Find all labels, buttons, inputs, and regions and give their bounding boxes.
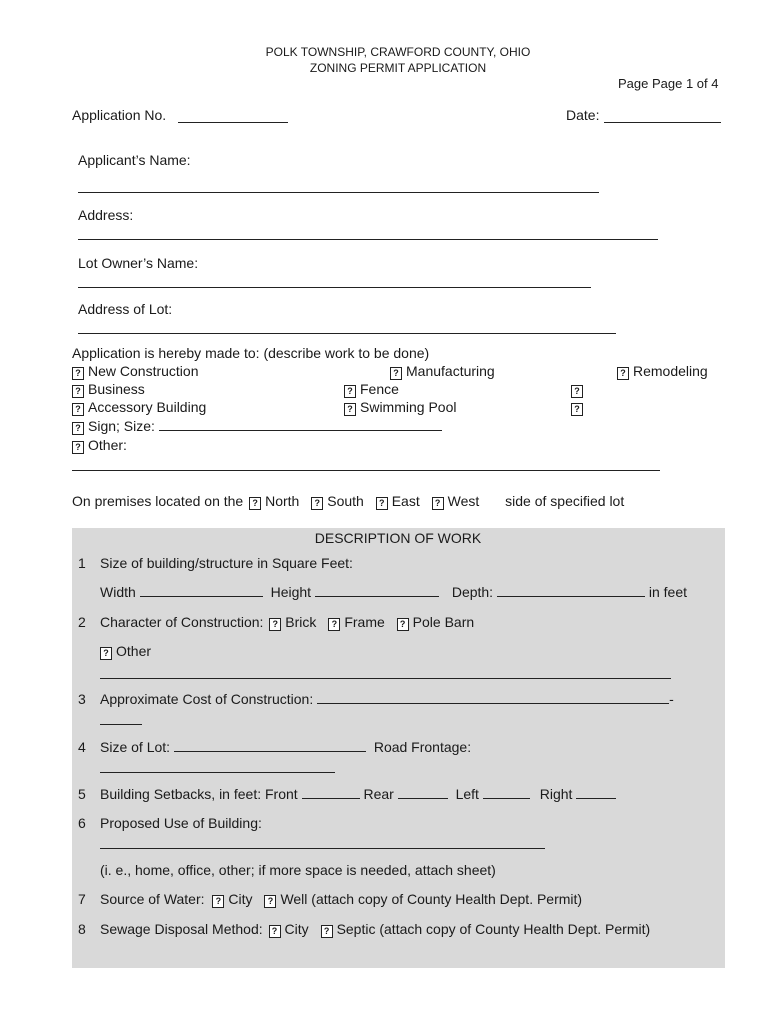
- sewage-city-label: City: [284, 921, 309, 937]
- construction-other-field[interactable]: [100, 678, 671, 679]
- lot-size-label: Size of Lot:: [100, 739, 171, 755]
- applicant-name-label: Applicant’s Name:: [78, 152, 191, 168]
- application-no-label: Application No.: [72, 107, 167, 123]
- option-remodeling[interactable]: [617, 363, 708, 380]
- checkbox-icon[interactable]: ?: [72, 385, 84, 398]
- item-number: 7: [78, 891, 86, 907]
- checkbox-icon[interactable]: ?: [344, 385, 356, 398]
- rear-label: Rear: [363, 786, 394, 802]
- cost-field-continued[interactable]: [100, 724, 142, 725]
- applicant-name-field[interactable]: [78, 192, 599, 193]
- proposed-use-note: (i. e., home, office, other; if more space is needed, attach sheet): [100, 862, 496, 878]
- option-label: Sign; Size:: [88, 418, 155, 434]
- width-field[interactable]: [140, 584, 263, 597]
- option-sign[interactable]: [72, 418, 442, 435]
- form-title-line1: POLK TOWNSHIP, CRAWFORD COUNTY, OHIO: [265, 45, 531, 59]
- size-label: Size of building/structure in Square Feet:: [100, 555, 353, 571]
- checkbox-icon[interactable]: ?: [72, 367, 84, 380]
- checkbox-icon[interactable]: ?: [571, 403, 583, 416]
- sewage-label: Sewage Disposal Method:: [100, 921, 263, 937]
- sewage-row: [100, 921, 650, 938]
- setbacks-row: [100, 786, 616, 802]
- construction-row: [100, 614, 474, 631]
- checkbox-icon[interactable]: ?: [571, 385, 583, 398]
- setbacks-label: Building Setbacks, in feet: Front: [100, 786, 298, 802]
- other-work-field[interactable]: [72, 470, 660, 471]
- option-label: Swimming Pool: [360, 399, 457, 415]
- east-label: East: [391, 493, 420, 509]
- option-label: Accessory Building: [88, 399, 207, 415]
- lot-owner-label: Lot Owner’s Name:: [78, 255, 199, 271]
- width-label: Width: [100, 584, 136, 600]
- proposed-use-field[interactable]: [100, 848, 545, 849]
- form-title-line2: ZONING PERMIT APPLICATION: [309, 61, 487, 75]
- checkbox-icon[interactable]: ?: [212, 895, 224, 908]
- checkbox-icon[interactable]: ?: [269, 925, 281, 938]
- checkbox-icon[interactable]: ?: [72, 422, 84, 435]
- depth-label: Depth:: [451, 584, 494, 600]
- left-field[interactable]: [483, 786, 530, 799]
- item-number: 2: [78, 614, 86, 630]
- checkbox-icon[interactable]: ?: [328, 618, 340, 631]
- rear-field[interactable]: [398, 786, 448, 799]
- checkbox-icon[interactable]: ?: [397, 618, 409, 631]
- checkbox-icon[interactable]: ?: [72, 441, 84, 454]
- west-label: West: [447, 493, 480, 509]
- checkbox-icon[interactable]: ?: [72, 403, 84, 416]
- height-field[interactable]: [315, 584, 439, 597]
- option-label: Manufacturing: [406, 363, 495, 379]
- item-number: 4: [78, 739, 86, 755]
- south-label: South: [327, 493, 364, 509]
- brick-label: Brick: [285, 614, 317, 630]
- sewage-septic-label: Septic (attach copy of County Health Dept. Permit): [336, 921, 651, 937]
- checkbox-icon[interactable]: ?: [617, 367, 629, 380]
- item-number: 6: [78, 815, 86, 831]
- option-label: Remodeling: [633, 363, 708, 379]
- dimensions-row: [100, 584, 687, 600]
- address-label: Address:: [78, 207, 134, 223]
- premises-prefix: On premises located on the: [72, 493, 244, 509]
- premises-row: [72, 493, 624, 510]
- work-intro: Application is hereby made to: (describe work to be done): [72, 345, 430, 361]
- depth-field[interactable]: [497, 584, 645, 597]
- checkbox-icon[interactable]: ?: [376, 497, 388, 510]
- right-field[interactable]: [576, 786, 616, 799]
- page-number: Page Page 1 of 4: [618, 76, 719, 91]
- option-blank-2[interactable]: [571, 399, 587, 416]
- option-business[interactable]: [72, 381, 145, 398]
- premises-suffix: side of specified lot: [505, 493, 625, 509]
- application-no-field[interactable]: [178, 122, 288, 123]
- option-manufacturing[interactable]: [390, 363, 495, 380]
- date-label: Date:: [566, 107, 600, 123]
- checkbox-icon[interactable]: ?: [249, 497, 261, 510]
- checkbox-icon[interactable]: ?: [100, 647, 112, 660]
- item-number: 8: [78, 921, 86, 937]
- cost-dash: -: [669, 691, 674, 707]
- option-blank-1[interactable]: [571, 381, 587, 398]
- option-label: Fence: [360, 381, 399, 397]
- cost-field[interactable]: [317, 691, 669, 704]
- north-label: North: [265, 493, 300, 509]
- checkbox-icon[interactable]: ?: [264, 895, 276, 908]
- water-well-label: Well (attach copy of County Health Dept. Permit): [280, 891, 583, 907]
- cost-label: Approximate Cost of Construction:: [100, 691, 314, 707]
- option-accessory-building[interactable]: [72, 399, 206, 416]
- checkbox-icon[interactable]: ?: [321, 925, 333, 938]
- road-frontage-label: Road Frontage:: [373, 739, 472, 755]
- item-number: 3: [78, 691, 86, 707]
- height-label: Height: [270, 584, 312, 600]
- option-other[interactable]: [72, 437, 127, 454]
- left-label: Left: [455, 786, 479, 802]
- option-label: Other:: [88, 437, 127, 453]
- front-field[interactable]: [302, 786, 360, 799]
- lot-size-field[interactable]: [174, 739, 366, 752]
- sign-size-field[interactable]: [159, 418, 442, 431]
- checkbox-icon[interactable]: ?: [344, 403, 356, 416]
- option-new-construction[interactable]: [72, 363, 199, 380]
- checkbox-icon[interactable]: ?: [432, 497, 444, 510]
- right-label: Right: [539, 786, 573, 802]
- water-row: [100, 891, 582, 908]
- option-label: Business: [88, 381, 145, 397]
- item-number: 5: [78, 786, 86, 802]
- road-frontage-field[interactable]: [100, 772, 335, 773]
- proposed-use-label: Proposed Use of Building:: [100, 815, 262, 831]
- cost-row: [100, 691, 674, 707]
- option-fence[interactable]: [344, 381, 399, 398]
- address-field[interactable]: [78, 239, 658, 240]
- checkbox-icon[interactable]: ?: [311, 497, 323, 510]
- lot-address-field[interactable]: [78, 333, 616, 334]
- lot-owner-field[interactable]: [78, 287, 591, 288]
- water-city-label: City: [228, 891, 253, 907]
- construction-label: Character of Construction:: [100, 614, 264, 630]
- frame-label: Frame: [344, 614, 385, 630]
- option-label: New Construction: [88, 363, 199, 379]
- date-field[interactable]: [604, 122, 721, 123]
- unit-label: in feet: [648, 584, 687, 600]
- water-label: Source of Water:: [100, 891, 205, 907]
- item-number: 1: [78, 555, 86, 571]
- option-swimming-pool[interactable]: [344, 399, 456, 416]
- lot-row: [100, 739, 471, 755]
- lot-address-label: Address of Lot:: [78, 301, 173, 317]
- construction-other[interactable]: [100, 643, 151, 660]
- checkbox-icon[interactable]: ?: [390, 367, 402, 380]
- other-label: Other: [116, 643, 152, 659]
- pole-barn-label: Pole Barn: [412, 614, 475, 630]
- description-title: DESCRIPTION OF WORK: [314, 530, 482, 546]
- checkbox-icon[interactable]: ?: [269, 618, 281, 631]
